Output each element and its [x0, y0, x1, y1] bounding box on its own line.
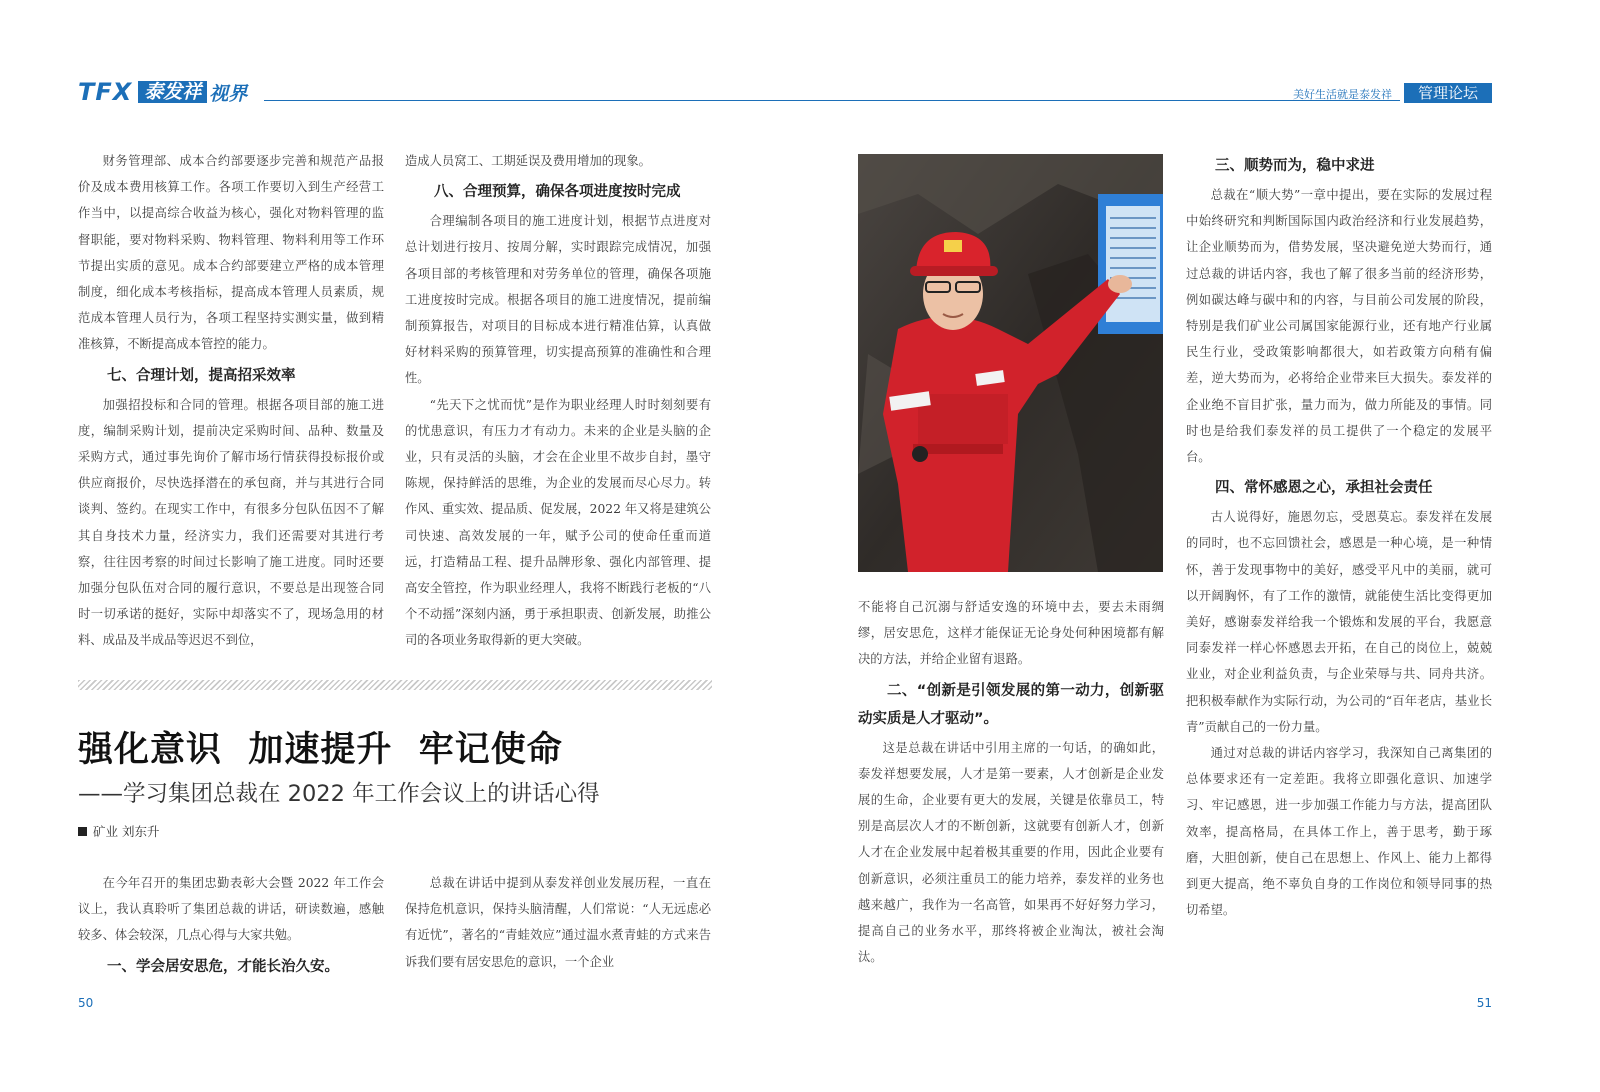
column-5 — [858, 594, 1164, 970]
section-heading: 三、顺势而为，稳中求进 — [1215, 158, 1375, 174]
paragraph: 总裁在讲话中提到从泰发祥创业发展历程，一直在保持危机意识，保持头脑清醒，人们常说：“人无远虑必有近忧”，著名的“青蛙效应”通过温水煮青蛙的方式来告诉我们要有居安思危的意识，一个企业 — [405, 876, 711, 969]
column-4 — [405, 870, 711, 975]
column-1 — [78, 148, 384, 654]
logo-tfx-text: TFX — [78, 78, 133, 106]
article-byline — [78, 822, 159, 840]
paragraph: 加强招投标和合同的管理。根据各项目部的施工进度，编制采购计划，提前决定采购时间、品种、数量及采购方式，通过事先询价了解市场行情获得投标报价或供应商报价，尽快选择潜在的承包商，并与其进行合同谈判、签约。在现实工作中，有很多分包队伍因不了解其自身技术力量，经济实力，我们还需要对其进行考察，往往因考察的时间过长影响了施工进度。同时还要加强分包队伍对合同的履行意识，不要总是出现签合同时一切承诺的挺好，实际中却落实不了，现场急用的材料、成品及半成品等迟迟不到位， — [78, 397, 384, 648]
paragraph: 通过对总裁的讲话内容学习，我深知自己离集团的总体要求还有一定差距。我将立即强化意识、加速学习、牢记感恩，进一步加强工作能力与方法，提高团队效率，提高格局，在具体工作上，善于思考，勤于琢磨，大胆创新，使自己在思想上、作风上、能力上都得到更大提高，绝不辜负自身的工作岗位和领导同事的热切希望。 — [1186, 746, 1492, 918]
section-heading: 二、“创新是引领发展的第一动力，创新驱动实质是人才驱动”。 — [858, 682, 1164, 727]
paragraph: 不能将自己沉溺与舒适安逸的环境中去，要去未雨绸缪，居安思危，这样才能保证无论身处何种困境都有解决的方法，并给企业留有退路。 — [858, 600, 1164, 667]
paragraph: 财务管理部、成本合约部要逐步完善和规范产品报价及成本费用核算工作。各项工作要切入到生产经营工作当中，以提高综合收益为核心，强化对物料管理的监督职能，要对物料采购、物料管理、物料利用等工作环节提出实质的意见。成本合约部要建立严格的成本管理制度，细化成本考核指标，提高成本管理人员素质，规范成本管理人员行为，各项工程坚持实测实量，做到精准核算，不断提高成本管控的能力。 — [78, 154, 384, 352]
magazine-logo — [78, 80, 247, 104]
paragraph: 造成人员窝工、工期延误及费用增加的现象。 — [405, 154, 651, 168]
paragraph: 总裁在“顺大势”一章中提出，要在实际的发展过程中始终研究和判断国际国内政治经济和行业发展趋势，让企业顺势而为，借势发展，坚决避免逆大势而行，通过总裁的讲话内容，我也了解了很多当前的经济形势，例如碳达峰与碳中和的内容，与目前公司发展的阶段，特别是我们矿业公司属国家能源行业，还有地产行业属民生行业，受政策影响都很大，如若政策方向稍有偏差，逆大势而为，必将给企业带来巨大损失。泰发祥的企业绝不盲目扩张，量力而为，做力所能及的事情。同时也是给我们泰发祥的员工提供了一个稳定的发展平台。 — [1186, 188, 1492, 465]
paragraph: 这是总裁在讲话中引用主席的一句话，的确如此，泰发祥想要发展，人才是第一要素，人才创新是企业发展的生命，企业要有更大的发展，关键是依靠员工，特别是高层次人才的不断创新，这就要有创新人才，创新人才在企业发展中起着极其重要的作用，因此企业要有创新意识，必须注重员工的能力培养，泰发祥的业务也越来越广，我作为一名高管，如果再不好好努力学习，提高自己的业务水平，那终将被企业淘汰，被社会淘汰。 — [858, 740, 1164, 965]
paragraph: 合理编制各项目的施工进度计划，根据节点进度对总计划进行按月、按周分解，实时跟踪完成情况，加强各项目部的考核管理和对劳务单位的管理，确保各项施工进度按时完成。根据各项目的施工进度情况，提前编制预算报告，对项目的目标成本进行精准估算，认真做好材料采购的预算管理，切实提高预算的准确性和合理性。 — [405, 214, 711, 386]
paragraph: “先天下之忧而忧”是作为职业经理人时时刻刻要有的忧患意识，有压力才有动力。未来的企业是头脑的企业，只有灵活的头脑，才会在企业里不故步自封，墨守陈规，保持鲜活的思维，为企业的发展而尽心尽力。转作风、重实效、提品质、促发展，2022 年又将是建筑公司快速、高效发展的一年，赋予公司的使命任重而道远，打造精品工程、提升品牌形象、强化内部管理、提高安全管控，作为职业经理人，我将不断践行老板的“八个不动摇”深刻内涵，勇于承担职责、创新发展，助推公司的各项业务取得新的更大突破。 — [405, 397, 711, 648]
section-heading: 八、合理预算，确保各项进度按时完成 — [434, 184, 681, 201]
paragraph: 古人说得好，施恩勿忘，受恩莫忘。泰发祥在发展的同时，也不忘回馈社会，感恩是一种心境，是一种情怀，善于发现事物中的美好，感受平凡中的美丽，就可以开阔胸怀，有了工作的激情，就能使生活比变得更加美好，感谢泰发祥给我一个锻炼和发展的平台，我愿意同泰发祥一样心怀感恩去开拓，在自己的岗位上，兢兢业业，对企业利益负责，与企业荣辱与共、同舟共济。把积极奉献作为实际行动，为公司的“百年老店，基业长青”贡献自己的一份力量。 — [1186, 510, 1492, 734]
header-slogan: 美好生活就是泰发祥 — [1293, 88, 1392, 101]
square-bullet-icon — [78, 827, 87, 836]
section-heading: 七、合理计划，提高招采效率 — [107, 367, 296, 384]
section-heading: 一、学会居安思危，才能长治久安。 — [107, 958, 339, 975]
miner-photo — [858, 154, 1163, 572]
page-number-left: 50 — [78, 996, 94, 1010]
column-2 — [405, 148, 711, 654]
section-heading: 四、常怀感恩之心，承担社会责任 — [1215, 480, 1433, 497]
logo-brand-text: 泰发祥 — [138, 81, 207, 103]
page-number-right: 51 — [1476, 996, 1492, 1010]
paragraph: 在今年召开的集团忠勤表彰大会暨 2022 年工作会议上，我认真聆听了集团总裁的讲话，研读数遍，感触较多、体会较深，几点心得与大家共勉。 — [78, 876, 384, 943]
header-rule — [264, 100, 1400, 101]
page-header — [78, 80, 1492, 104]
section-tag: 管理论坛 — [1404, 83, 1492, 103]
miner-illustration — [858, 154, 1163, 572]
column-6 — [1186, 148, 1492, 923]
column-3 — [78, 870, 384, 983]
byline-text: 矿业 刘东升 — [93, 824, 160, 839]
article-subtitle: ——学习集团总裁在 2022 年工作会议上的讲话心得 — [78, 781, 600, 807]
hatched-divider — [78, 680, 712, 690]
article-title: 强化意识 加速提升 牢记使命 — [78, 730, 563, 770]
logo-vision-text: 视界 — [209, 82, 248, 105]
